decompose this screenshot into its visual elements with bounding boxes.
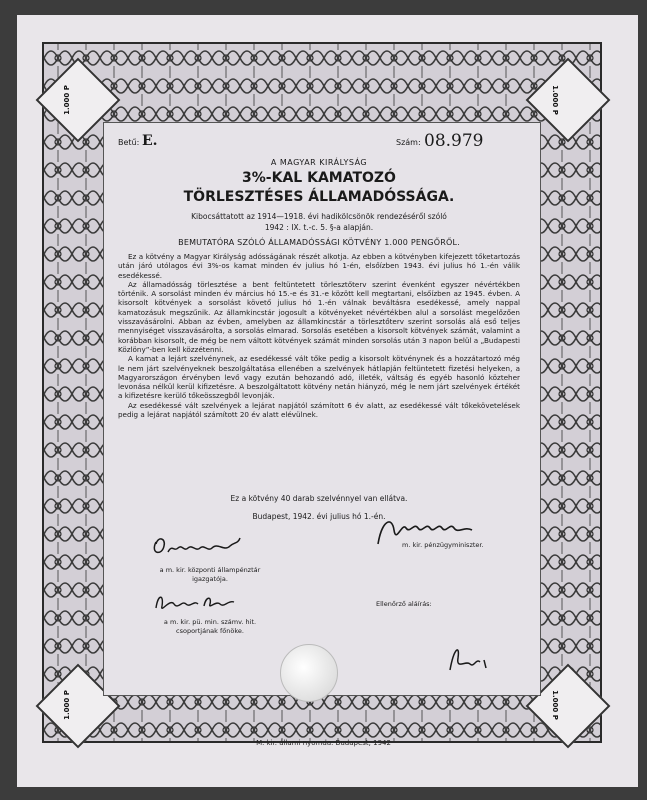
paragraph-interest: Ez a kötvény a Magyar Királyság adósságának részét alkotja. Az ebben a kötvényben kifejezett tőketartozás után járó utólagos évi 3%-os kamat minden év julius hó 1-én, elsőízben 1943. évi julius hó 1.-én válik esedékessé. [118,252,520,280]
title-line-2: TÖRLESZTÉSES ÁLLAMADÓSSÁGA. [183,189,455,205]
director-title-1: a m. kir. központi állampénztár [159,566,261,574]
signature-head [150,588,240,616]
controller-label: Ellenőrző aláírás: [376,600,432,608]
denomination-bottom-left: 1.000 P [62,690,71,720]
coupon-count: Ez a kötvény 40 darab szelvénnyel van ellátva. [230,494,408,503]
embossed-seal [280,644,338,702]
minister-title: m. kir. pénzügyminiszter. [402,541,484,549]
head-title-2: csoportjának főnöke. [176,627,244,635]
director-title-2: igazgatója. [192,575,228,583]
signature-director [148,530,248,562]
number-label: Szám: [396,138,421,147]
denomination-top-left: 1.000 P [62,85,71,115]
denomination-bottom-right: 1.000 P [550,690,559,720]
kingdom-label: A MAGYAR KIRÁLYSÁG [270,158,368,167]
printer-imprint: M. kir. állami nyomda. Budapest, 1942 [256,739,391,747]
issued-line-1: Kibocsáttatott az 1914—1918. évi hadikölcsönök rendezéséről szóló [191,212,447,221]
head-title-1: a m. kir. pü. min. számv. hit. [163,618,257,626]
series-label: Betű: [118,138,140,147]
title-line-1: 3%-KAL KAMATOZÓ [242,170,396,186]
denomination-top-right: 1.000 P [550,85,559,115]
bond-description: BEMUTATÓRA SZÓLÓ ÁLLAMADÓSSÁGI KÖTVÉNY 1.000 PENGŐRŐL. [178,238,460,247]
issued-line-2: 1942 : IX. t.-c. 5. §-a alapján. [264,223,374,232]
series-value: E. [142,133,158,149]
paragraph-payment: A kamat a lejárt szelvénynek, az esedékessé vált tőke pedig a kisorsolt kötvénynek és a hozzátartozó még le nem járt szelvényeknek beszolgáltatása ellenében a szelvények hátlapján feltüntetett fizetési helyeken, a Magyarországon érvényben levő vagy ezután behozandó adó, illeték, váltság és egyéb hasonló közteher levonása nélkül kerül kifizetésre. A beszolgáltatott kötvény netán hiányzó, még le nem járt szelvények értékét a kifizetésre kerülő tőkeösszegből levonják. [118,354,520,401]
bond-terms [118,252,520,419]
paragraph-limitation: Az esedékessé vált szelvények a lejárat napjától számított 6 év alatt, az esedékessé vált tőkekövetelések pedig a lejárat napjától számított 20 év alatt elévülnek. [118,400,520,420]
signature-controller [440,640,500,676]
issue-date: Budapest, 1942. évi julius hó 1.-én. [252,512,386,521]
number-value: 08.979 [424,131,484,151]
paragraph-redemption: Az államadósság törlesztése a bent feltüntetett törlesztőterv szerint évenként egyszer névértékben történik. A sorsolást minden év március hó 15.-e és 31.-e között kell megtartani, elsőízben az 1945. évben. A kisorsolt kötvények a sorsolást követő julius hó 1.-én válnak beváltásra esedékessé, amely nappal kamatozásuk megszűnik. Az államkincstár jogosult a kötvényeket névértékben alul a sorsolást megelőzően visszavásárolni. Abban az évben, amelyben az államkincstár a törlesztőterv szerint sorsolás alá eső teljes mennyiséget visszavásárolta, a sorsolás elmarad. Sorsolás esetében a kisorsolt kötvények számát, valamint a korábban kisorsolt, de még be nem váltott kötvények számát minden sorsolás után 3 napon belül a „Budapesti Közlöny”-ben kell közzétenni. [118,279,520,354]
